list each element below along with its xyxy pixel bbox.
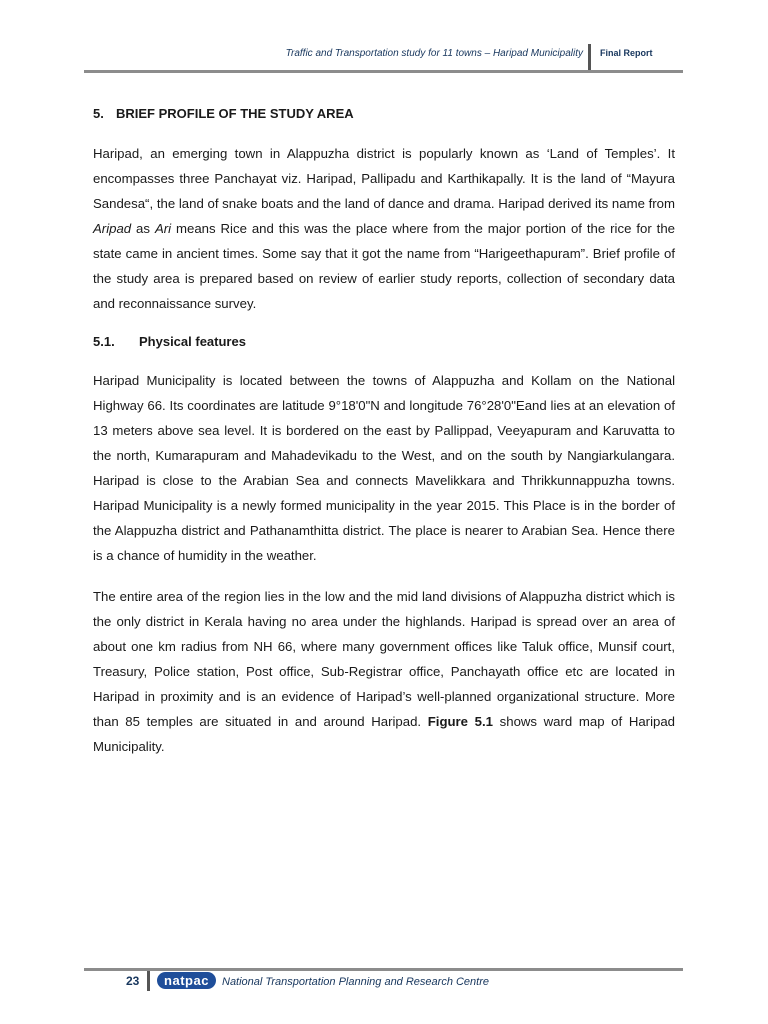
section-number: 5. [93,106,104,121]
intro-paragraph [93,141,675,316]
header-report-label: Final Report [600,48,653,58]
intro-italic-ari: Ari [154,221,172,236]
footer-organization: National Transportation Planning and Research Centre [222,976,490,988]
header-title: Traffic and Transportation study for 11 towns – Haripad Municipality [285,48,583,59]
header-rule [84,70,683,73]
header-separator [588,44,591,70]
footer-separator [147,971,150,991]
intro-text-2: as [131,221,155,236]
physical-features-paragraph-1: Haripad Municipality is located between the towns of Alappuzha and Kollam on the National Highway 66. Its coordinates are latitude 9°18'0"N and longitude 76°28'0"Eand lies at an elevation of 13 meters above sea level. It is bordered on the east by Pallippad, Veeyapuram and Karuvatta to the north, Kumarapuram and Mahadevikadu to the West, and on the south by Nangiarkulangara. Haripad is close to the Arabian Sea and connects Mavelikkara and Thrikkunnappuzha towns. Haripad Municipality is a newly formed municipality in the year 2015. This Place is in the border of the Alappuzha district and Pathanamthitta district. The place is nearer to Arabian Sea. Hence there is a chance of humidity in the weather. [93,373,675,563]
subsection-heading [93,332,675,352]
footer-rule [84,968,683,971]
subsection-number: 5.1. [93,334,115,349]
para2-text-after: shows ward map of Haripad Municipality. [93,714,676,754]
subsection-title: Physical features [139,334,246,349]
page-body [93,104,675,775]
intro-text-3: means Rice and this was the place where from the major portion of the rice for the state came in ancient times. Some say that it got the name from “Harigeethapuram”. Brief profile of the study area is prepared based on review of earlier study reports, collection of secondary data and reconnaissance survey. [93,221,675,311]
figure-reference: Figure 5.1 [427,714,493,729]
para2-text-before: The entire area of the region lies in the low and the mid land divisions of Alappuzha district which is the only district in Kerala having no area under the highlands. Haripad is spread over an area of about one km radius from NH 66, where many government offices like Taluk office, Munsif court, Treasury, Police station, Post office, Sub-Registrar office, Panchayath office etc are located in Haripad in proximity and is an evidence of Haripad’s well-planned organizational structure. More than 85 temples are situated in and around Haripad. [93,589,675,729]
intro-text-1: Haripad, an emerging town in Alappuzha district is popularly known as ‘Land of Temples’. It encompasses three Panchayat viz. Haripad, Pallipadu and Karthikapally. It is the land of “Mayura Sandesa“, the land of snake boats and the land of dance and drama. Haripad derived its name from [93,146,675,211]
section-title: BRIEF PROFILE OF THE STUDY AREA [116,106,354,121]
page-number: 23 [126,974,140,988]
section-heading [93,104,675,124]
physical-features-paragraph-2 [93,584,675,759]
intro-italic-aripad: Aripad [93,221,132,236]
natpac-logo: natpac [157,972,216,989]
